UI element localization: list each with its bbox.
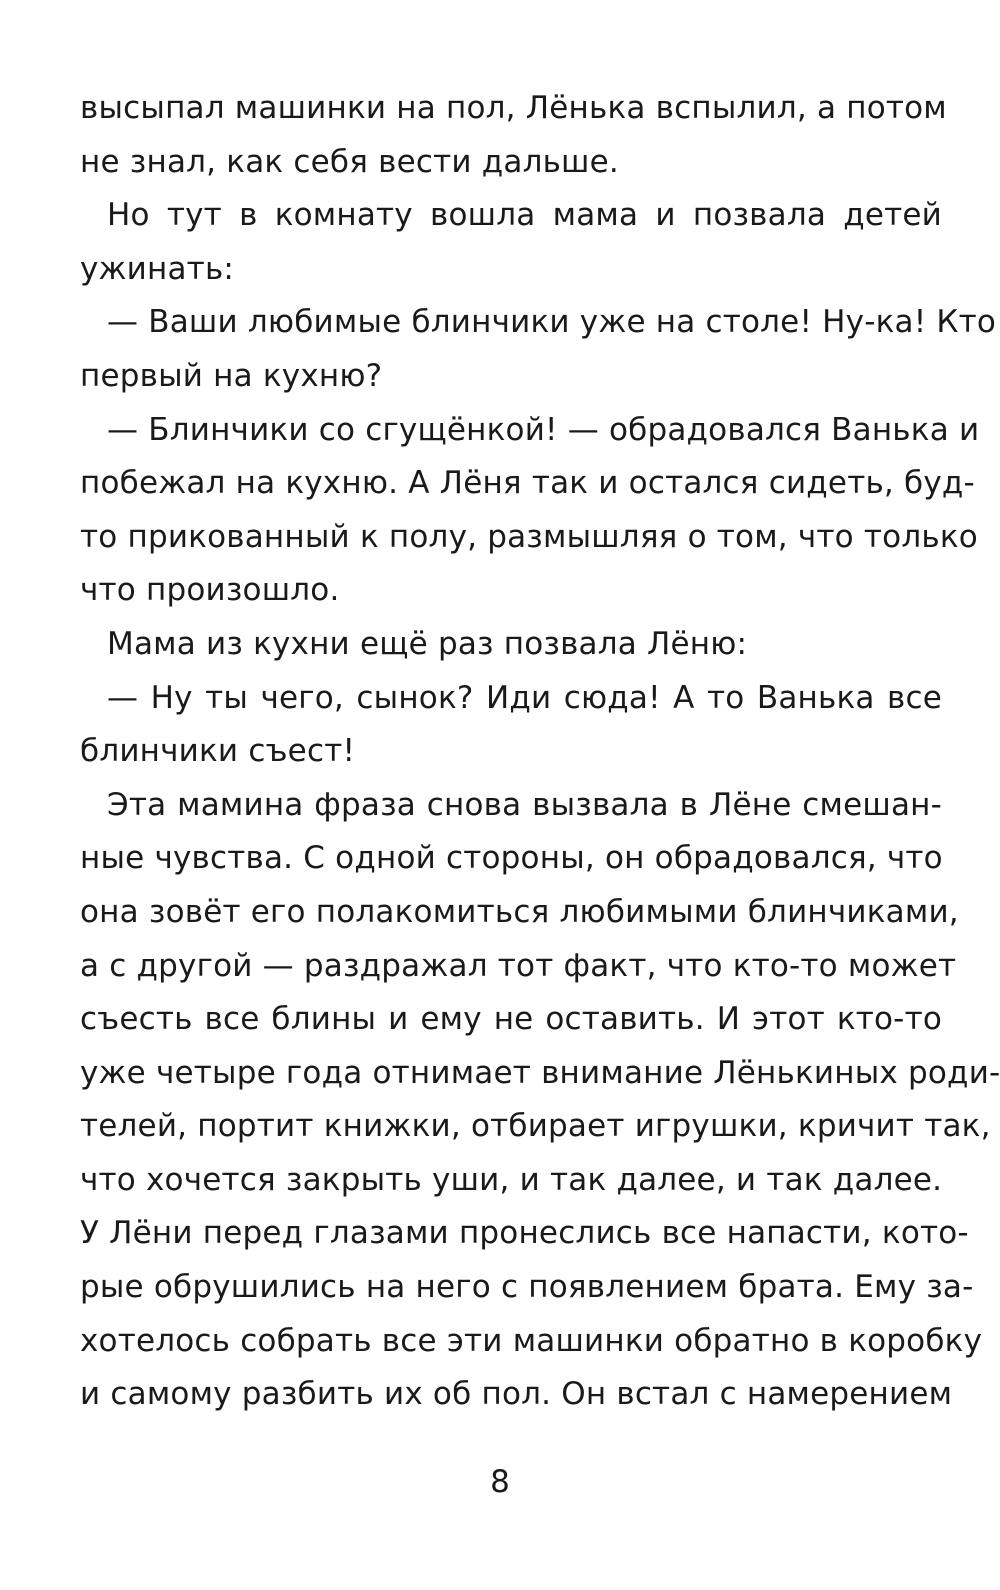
text-line: уже четыре года отнимает внимание Лёнькиных роди- — [80, 1054, 1000, 1091]
text-line: то прикованный к полу, размышляя о том, что только — [80, 518, 978, 555]
text-line: хотелось собрать все эти машинки обратно в коробку — [80, 1322, 983, 1359]
text-line: высыпал машинки на пол, Лёнька вспылил, а потом — [80, 90, 947, 126]
text-line: блинчики съест! — [80, 733, 356, 770]
text-line: что хочется закрыть уши, и так далее, и так далее. — [80, 1161, 943, 1198]
text-line: она зовёт его полакомиться любимыми блинчиками, — [80, 893, 959, 930]
text-line: побежал на кухню. А Лёня так и остался сидеть, буд- — [80, 465, 975, 502]
text-line: а с другой — раздражал тот факт, что кто-то может — [80, 947, 957, 984]
text-line: что произошло. — [80, 572, 340, 609]
page-body-text — [80, 82, 1000, 1422]
text-line: Эта мамина фраза снова вызвала в Лёне смешан- — [107, 786, 942, 823]
text-line: первый на кухню? — [80, 357, 383, 394]
text-line: телей, портит книжки, отбирает игрушки, кричит так, — [80, 1108, 991, 1145]
page-number: 8 — [490, 1464, 510, 1500]
text-line: Но тут в комнату вошла мама и позвала детей — [107, 197, 942, 234]
text-line: съесть все блины и ему не оставить. И этот кто-то — [80, 1001, 942, 1038]
text-line: Мама из кухни ещё раз позвала Лёню: — [107, 625, 748, 662]
text-line: — Ваши любимые блинчики уже на столе! Ну-ка! Кто — [107, 304, 997, 341]
text-line: ужинать: — [80, 250, 235, 287]
text-line: — Блинчики со сгущёнкой! — обрадовался Ванька и — [107, 411, 980, 448]
text-line: и самому разбить их об пол. Он встал с намерением — [80, 1376, 953, 1413]
text-line: рые обрушились на него с появлением брата. Ему за- — [80, 1269, 974, 1306]
text-line: — Ну ты чего, сынок? Иди сюда! А то Ванька все — [107, 679, 942, 716]
text-line: У Лёни перед глазами пронеслись все напасти, кото- — [80, 1215, 969, 1252]
text-line: ные чувства. С одной стороны, он обрадовался, что — [80, 840, 943, 877]
text-line: не знал, как себя вести дальше. — [80, 143, 619, 180]
